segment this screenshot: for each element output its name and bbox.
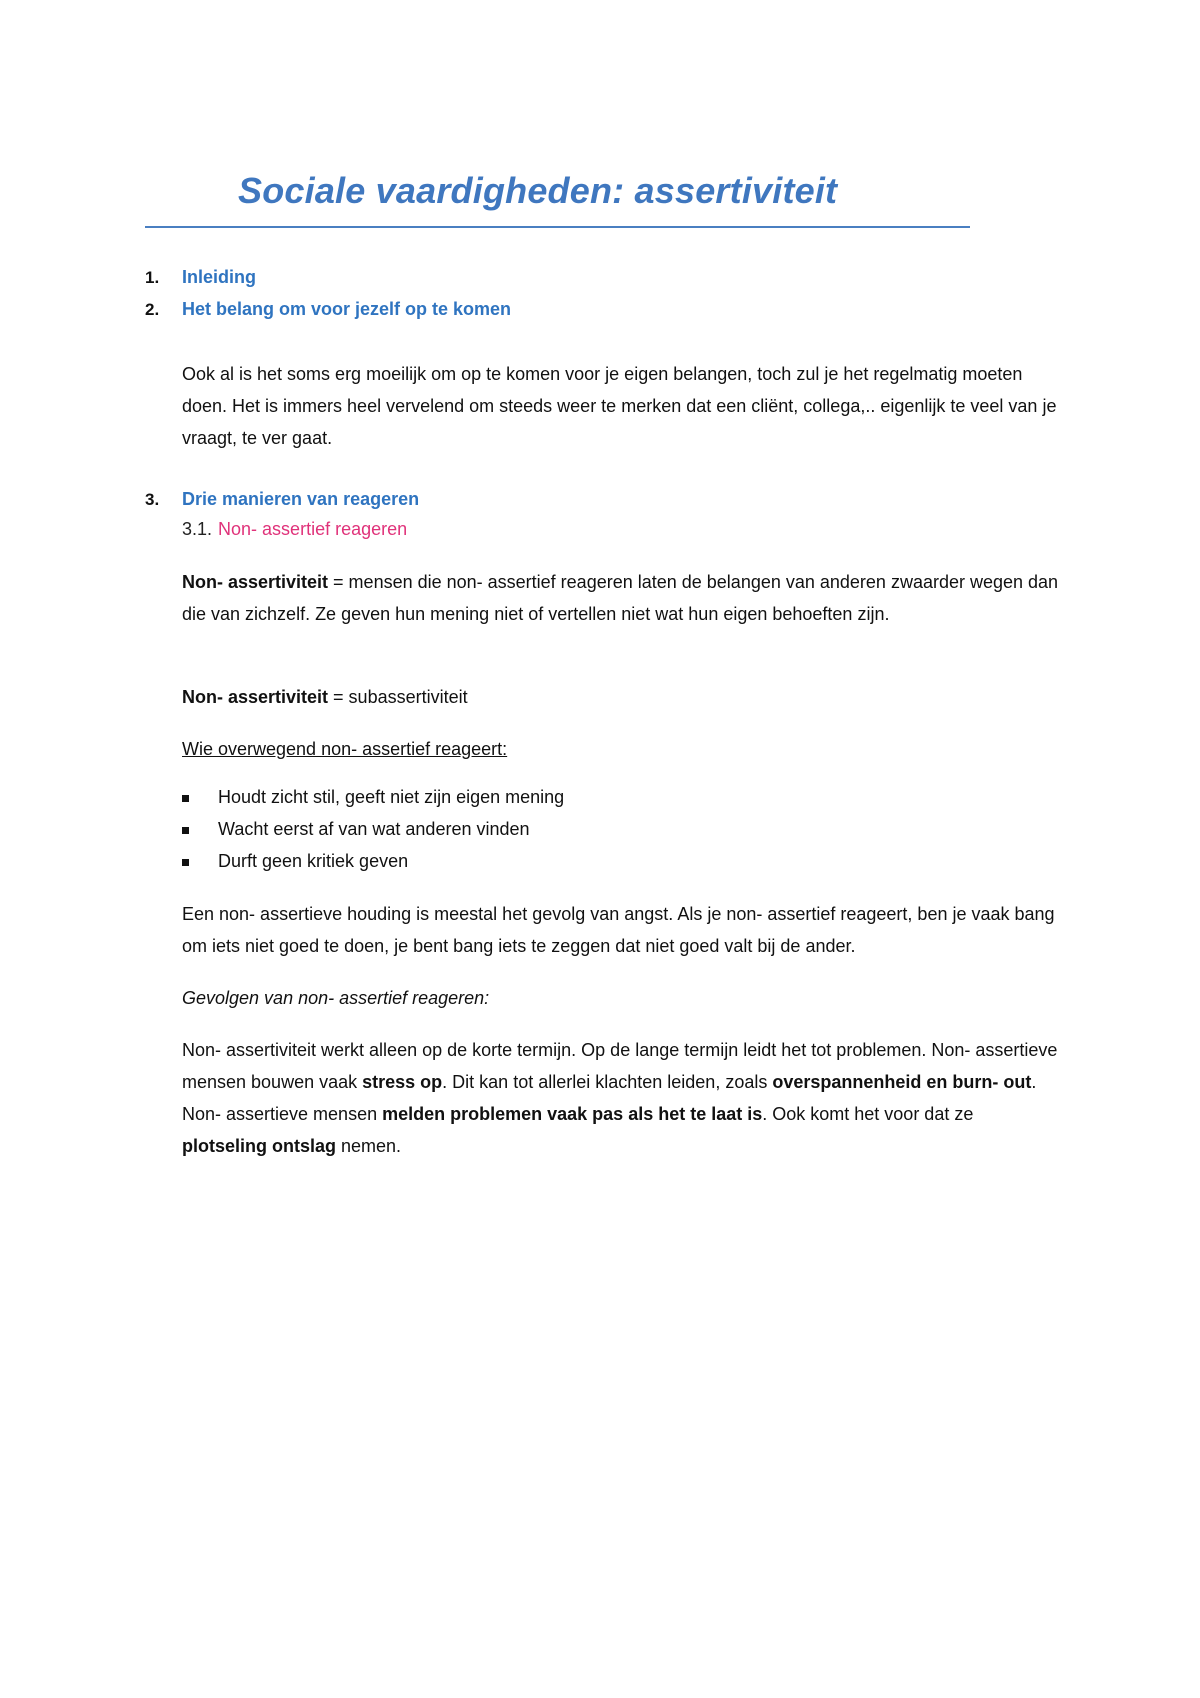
consequences-text-1: Non- assertiviteit werkt alleen op de korte termijn. Op de lange termijn leidt het tot problemen. Non- assertieve mensen bouwen vaak [182,1040,1058,1092]
section2-paragraph: Ook al is het soms erg moeilijk om op te komen voor je eigen belangen, toch zul je het regelmatig moeten doen. Het is immers heel vervelend om steeds weer te merken dat een cliënt, collega,.. eigenlijk te veel van je vraagt, te ver gaat. [182,364,1057,448]
consequences-paragraph [182,1034,1062,1162]
title-underline-rule [145,226,970,228]
list-item-text: Durft geen kritiek geven [218,851,409,871]
section-heading-drie-manieren: Drie manieren van reageren [182,489,420,509]
subsection-number: 3.1. [182,519,213,539]
bullet-square-icon [182,859,189,866]
definition-text-2: = subassertiviteit [328,687,468,707]
consequences-bold-1: stress op [362,1072,443,1092]
consequences-text-2: . Dit kan tot allerlei klachten leiden, zoals [442,1072,773,1092]
consequences-text-3: . Non- assertieve mensen [182,1072,1037,1124]
consequences-text-5: nemen. [336,1136,402,1156]
definition-text-1: = mensen die non- assertief reageren laten de belangen van anderen zwaarder wegen dan die van zichzelf. Ze geven hun mening niet of vertellen niet wat hun eigen behoeften zijn. [182,572,1059,624]
section-number-3: 3. [145,490,160,509]
section-heading-inleiding: Inleiding [182,267,256,287]
section-number-1: 1. [145,268,160,287]
consequences-bold-2: overspannenheid en burn- out [772,1072,1032,1092]
subsection-heading [182,519,407,540]
document-title: Sociale vaardigheden: assertiviteit [238,170,838,211]
subsection-title: Non- assertief reageren [218,519,408,539]
section-heading-belang: Het belang om voor jezelf op te komen [182,299,512,319]
bullet-square-icon [182,827,189,834]
list-item-text: Houdt zicht stil, geeft niet zijn eigen mening [218,787,565,807]
consequences-heading: Gevolgen van non- assertief reageren: [182,988,490,1008]
consequences-text-4: . Ook komt het voor dat ze [762,1104,974,1124]
section-number-2: 2. [145,300,160,319]
definition-term-2: Non- assertiviteit [182,687,329,707]
consequences-bold-4: plotseling ontslag [182,1136,337,1156]
bullet-square-icon [182,795,189,802]
list-intro: Wie overwegend non- assertief reageert: [182,739,508,759]
cause-paragraph: Een non- assertieve houding is meestal het gevolg van angst. Als je non- assertief reageert, ben je vaak bang om iets niet goed te doen, je bent bang iets te zeggen dat niet goed valt bij de ander. [182,904,1055,956]
list-item-text: Wacht eerst af van wat anderen vinden [218,819,530,839]
definition-term-1: Non- assertiviteit [182,572,329,592]
consequences-bold-3: melden problemen vaak pas als het te laat is [382,1104,763,1124]
definition-paragraph-2 [182,681,1062,713]
definition-paragraph-1 [182,566,1062,630]
